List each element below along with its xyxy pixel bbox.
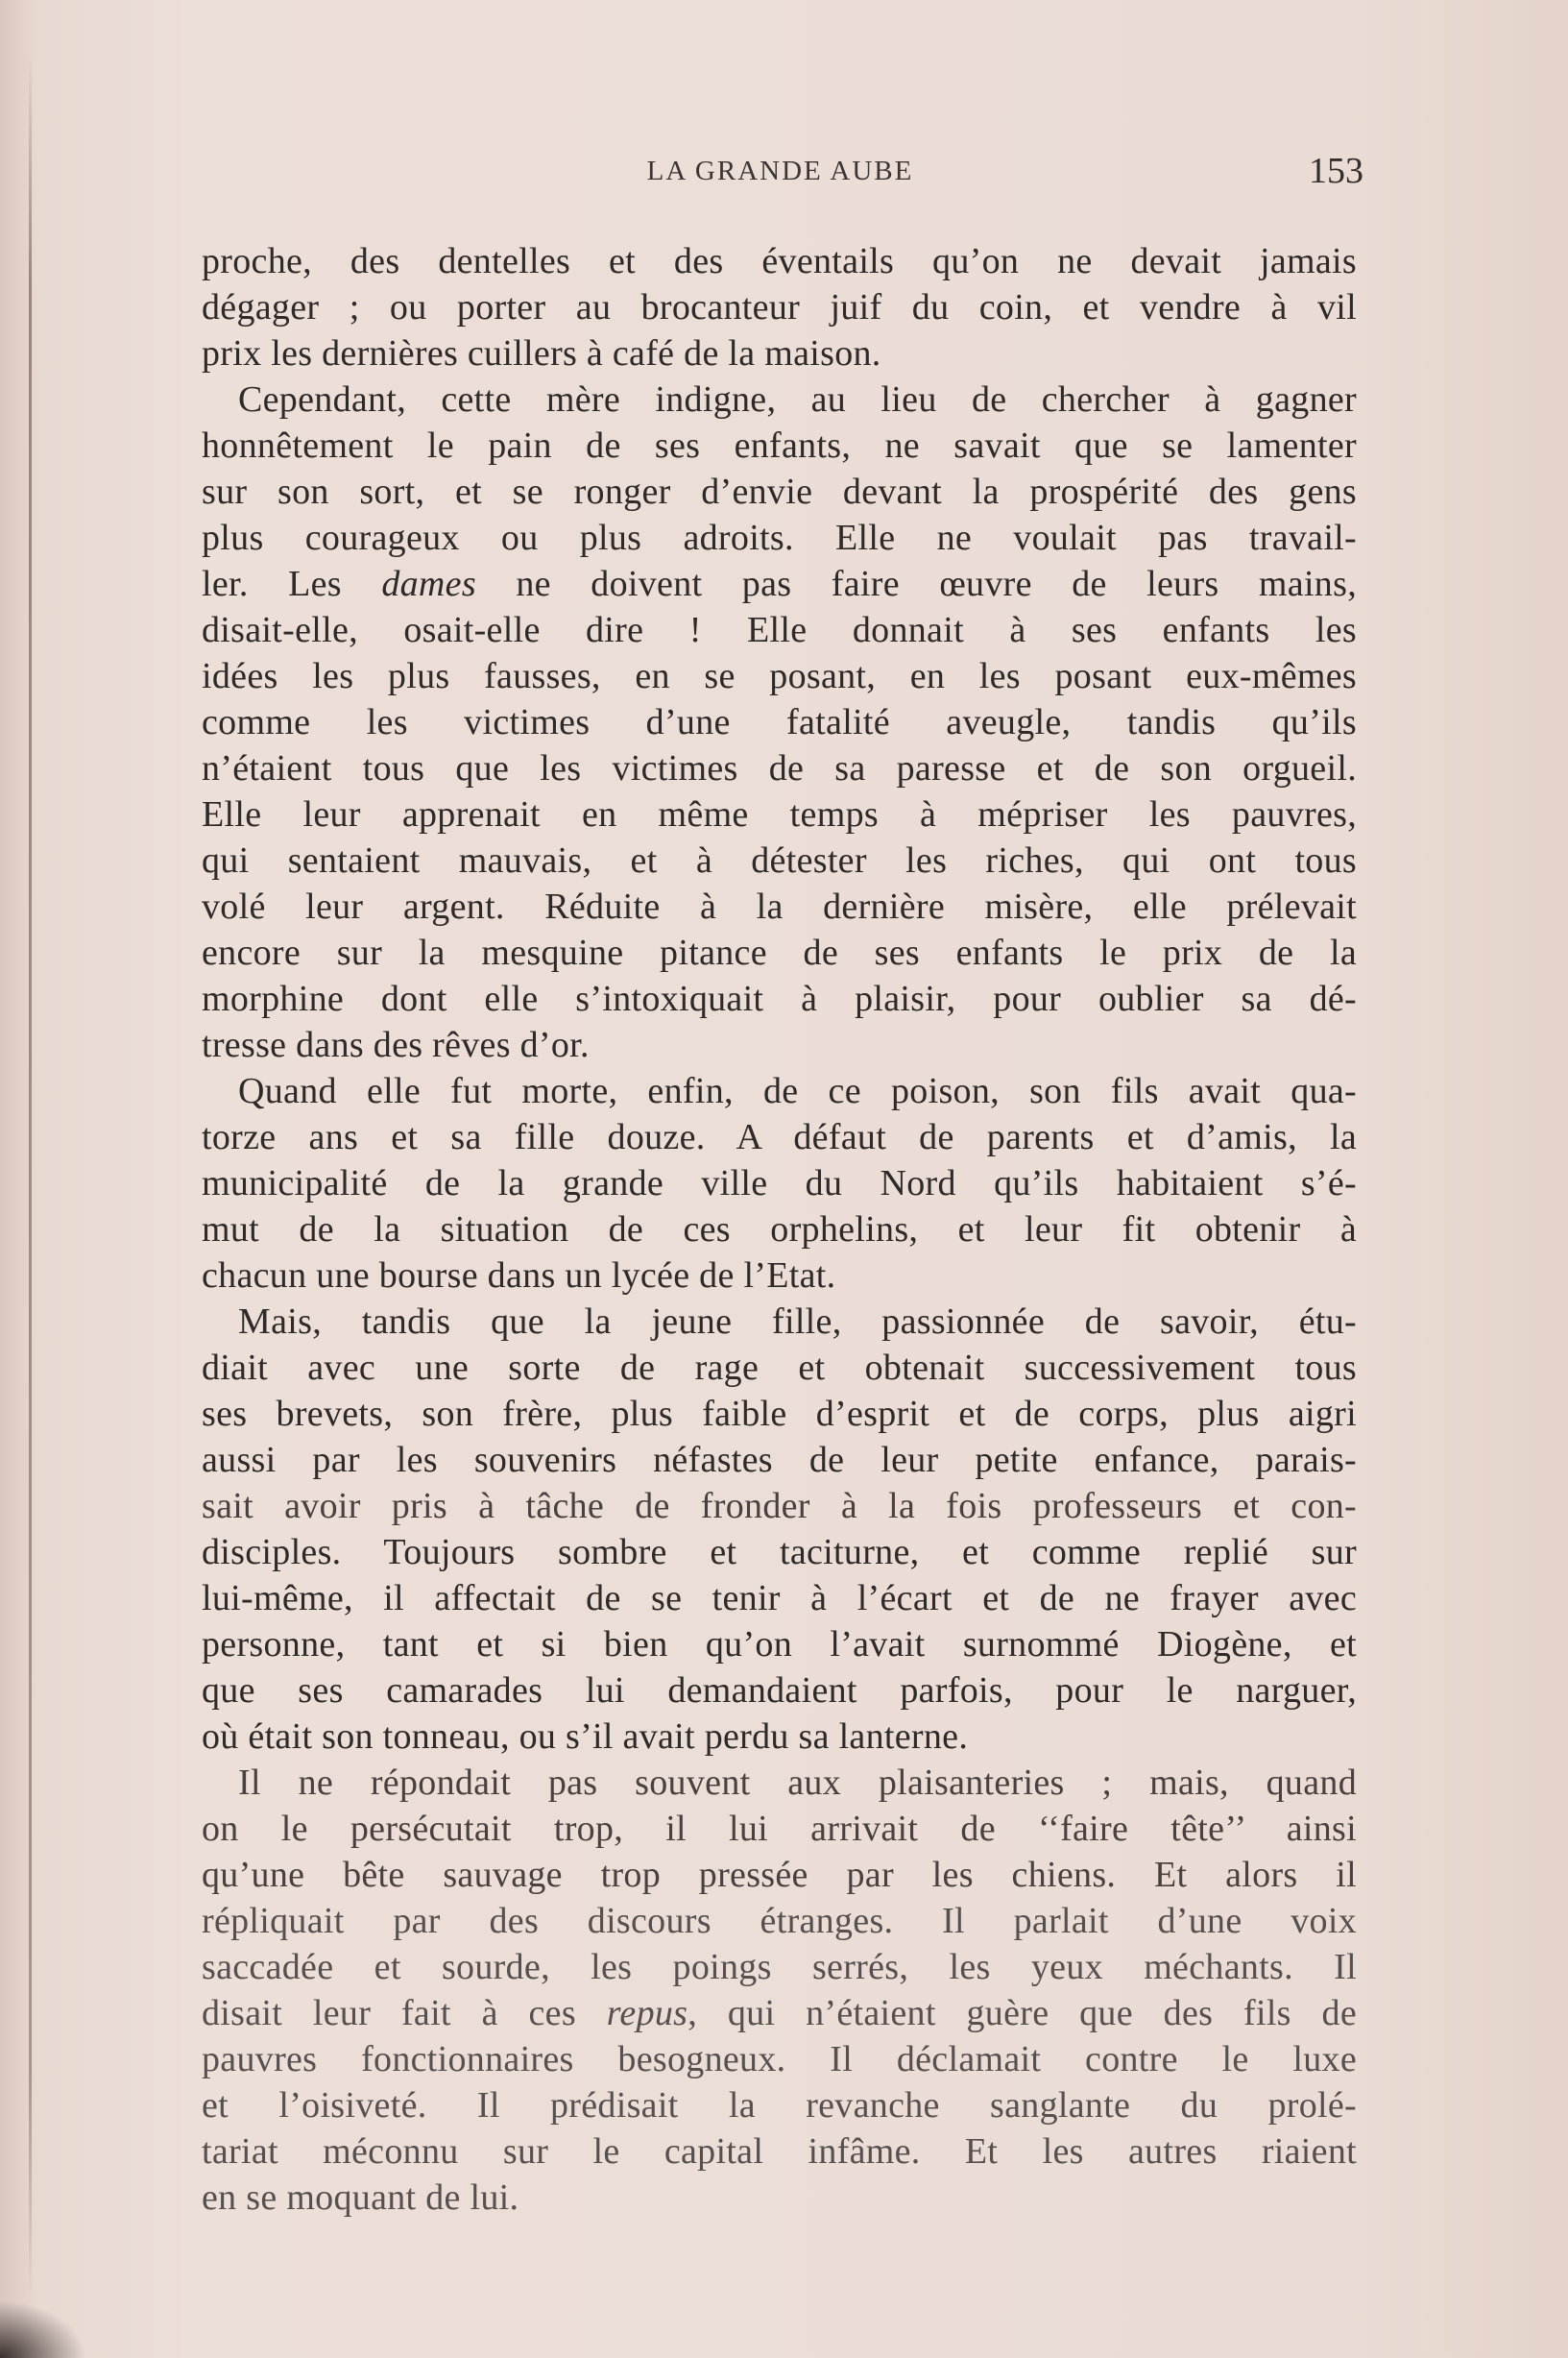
text-line: sait avoir pris à tâche de fronder à la fois professeurs et con- [202,1486,1357,1526]
text-line: disait-elle, osait-elle dire ! Elle donnait à ses enfants les [202,610,1357,650]
text-line: prix les dernières cuillers à café de la maison. [202,333,881,374]
text-line: plus courageux ou plus adroits. Elle ne voulait pas travail- [202,518,1357,558]
text-line: torze ans et sa fille douze. A défaut de parents et d’amis, la [202,1117,1357,1157]
text-line: Il ne répondait pas souvent aux plaisanteries ; mais, quand [238,1762,1357,1803]
text-line: tariat méconnu sur le capital infâme. Et les autres riaient [202,2131,1357,2172]
text-line: qui sentaient mauvais, et à détester les riches, qui ont tous [202,840,1357,881]
text-line: encore sur la mesquine pitance de ses enfants le prix de la [202,933,1357,973]
text-line: lui-même, il affectait de se tenir à l’écart et de ne frayer avec [202,1578,1357,1618]
text-line: mut de la situation de ces orphelins, et leur fit obtenir à [202,1209,1357,1250]
italic-word: repus [606,1993,688,2033]
text-line: on le persécutait trop, il lui arrivait de ‘‘faire tête’’ ainsi [202,1809,1357,1849]
text-line: aussi par les souvenirs néfastes de leur petite enfance, parais- [202,1440,1357,1480]
text-line: dégager ; ou porter au brocanteur juif du coin, et vendre à vil [202,287,1357,328]
text-line: Mais, tandis que la jeune fille, passionnée de savoir, étu- [238,1301,1357,1342]
text-line: que ses camarades lui demandaient parfois, pour le narguer, [202,1670,1357,1711]
text-line: proche, des dentelles et des éventails qu’on ne devait jamais [202,241,1357,281]
text-line: idées les plus fausses, en se posant, en les posant eux-mêmes [202,656,1357,696]
running-title: LA GRANDE AUBE [646,156,914,186]
running-head [197,151,1363,192]
text-line: saccadée et sourde, les poings serrés, les yeux méchants. Il [202,1947,1357,1987]
text-line: où était son tonneau, ou s’il avait perdu sa lanterne. [202,1716,969,1757]
text-line: Quand elle fut morte, enfin, de ce poison, son fils avait qua- [238,1071,1357,1111]
text-line: comme les victimes d’une fatalité aveugle, tandis qu’ils [202,702,1357,742]
corner-shadow [0,2300,86,2358]
text-fragment: ne doivent pas faire œuvre de leurs mains, [475,564,1357,604]
italic-word: dames [381,564,476,604]
text-line: en se moquant de lui. [202,2177,519,2218]
text-line: morphine dont elle s’intoxiquait à plaisir, pour oublier sa dé- [202,979,1357,1019]
text-line: qu’une bête sauvage trop pressée par les chiens. Et alors il [202,1855,1357,1895]
text-line: ses brevets, son frère, plus faible d’esprit et de corps, plus aigri [202,1394,1357,1434]
text-line: sur son sort, et se ronger d’envie devant la prospérité des gens [202,472,1357,512]
text-line: Cependant, cette mère indigne, au lieu de chercher à gagner [238,379,1357,420]
text-fragment: , qui n’étaient guère que des fils de [688,1993,1358,2033]
body-text [202,238,1357,2221]
text-line: honnêtement le pain de ses enfants, ne savait que se lamenter [202,425,1357,466]
text-line: municipalité de la grande ville du Nord qu’ils habitaient s’é- [202,1163,1357,1203]
page-number: 153 [1309,151,1363,191]
text-line: volé leur argent. Réduite à la dernière misère, elle prélevait [202,887,1357,927]
text-fragment: disait leur fait à ces [202,1993,607,2033]
text-line: répliquait par des discours étranges. Il parlait d’une voix [202,1901,1357,1941]
text-line: pauvres fonctionnaires besogneux. Il déclamait contre le luxe [202,2039,1357,2079]
text-fragment: ler. Les [202,564,382,604]
text-line: disciples. Toujours sombre et taciturne, et comme replié sur [202,1532,1357,1572]
text-line [202,561,1357,607]
text-line [202,1990,1357,2036]
text-line: tresse dans des rêves d’or. [202,1025,590,1065]
binding-gutter [29,58,32,2296]
text-line: n’étaient tous que les victimes de sa paresse et de son orgueil. [202,748,1357,789]
text-line: chacun une bourse dans un lycée de l’Etat. [202,1255,836,1296]
text-line: personne, tant et si bien qu’on l’avait surnommé Diogène, et [202,1624,1357,1665]
text-line: diait avec une sorte de rage et obtenait successivement tous [202,1348,1357,1388]
text-line: Elle leur apprenait en même temps à mépriser les pauvres, [202,794,1357,835]
text-line: et l’oisiveté. Il prédisait la revanche sanglante du prolé- [202,2085,1357,2126]
